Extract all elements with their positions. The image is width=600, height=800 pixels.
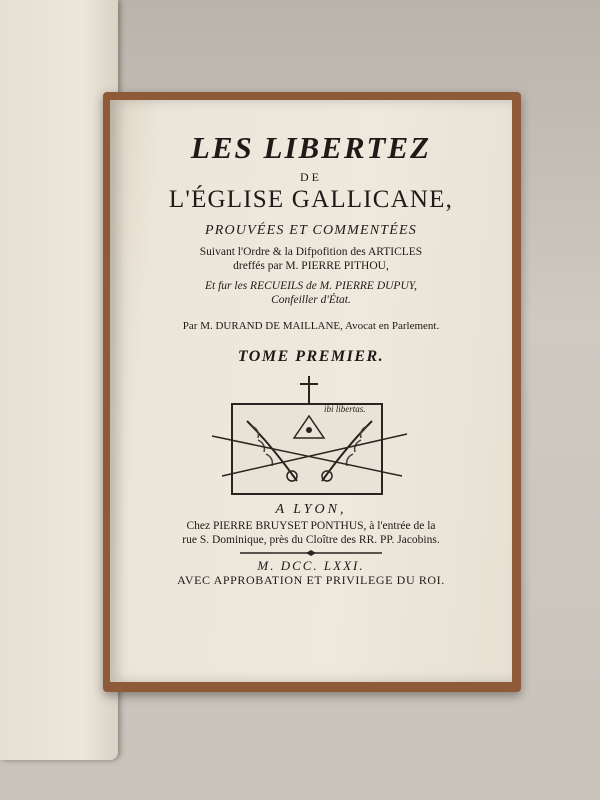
imprint-place: A LYON, bbox=[275, 502, 347, 517]
volume-line: TOME PREMIER. bbox=[237, 348, 385, 365]
title-de: DE bbox=[300, 170, 322, 184]
printers-vignette bbox=[202, 376, 417, 496]
left-flyleaf bbox=[0, 0, 118, 760]
author-line: Par M. DURAND DE MAILLANE, Avocat en Parlement. bbox=[182, 320, 440, 332]
recueils-line-1: Et fur les RECUEILS de M. PIERRE DUPUY, bbox=[205, 280, 417, 292]
suivant-line-2: dreffés par M. PIERRE PITHOU, bbox=[233, 260, 389, 272]
vignette-motto: ibi libertas. bbox=[324, 404, 366, 414]
printer-line-2: rue S. Dominique, près du Cloître des RR. PP. Jacobins. bbox=[182, 534, 440, 546]
subtitle: PROUVÉES ET COMMENTÉES bbox=[204, 223, 418, 238]
suivant-line-1: Suivant l'Ordre & la Difpofition des ARTICLES bbox=[199, 246, 423, 258]
title-subject: L'ÉGLISE GALLICANE, bbox=[168, 186, 454, 213]
recueils-line-2: Confeiller d'État. bbox=[271, 294, 351, 306]
printer-line-1: Chez PIERRE BRUYSET PONTHUS, à l'entrée de la bbox=[186, 520, 436, 532]
privilege-line: AVEC APPROBATION ET PRIVILEGE DU ROI. bbox=[177, 573, 445, 587]
ornamental-rule bbox=[240, 550, 382, 556]
title-page bbox=[110, 100, 512, 682]
imprint-date: M. DCC. LXXI. bbox=[257, 558, 365, 573]
book-title: LES LIBERTEZ bbox=[190, 130, 432, 165]
